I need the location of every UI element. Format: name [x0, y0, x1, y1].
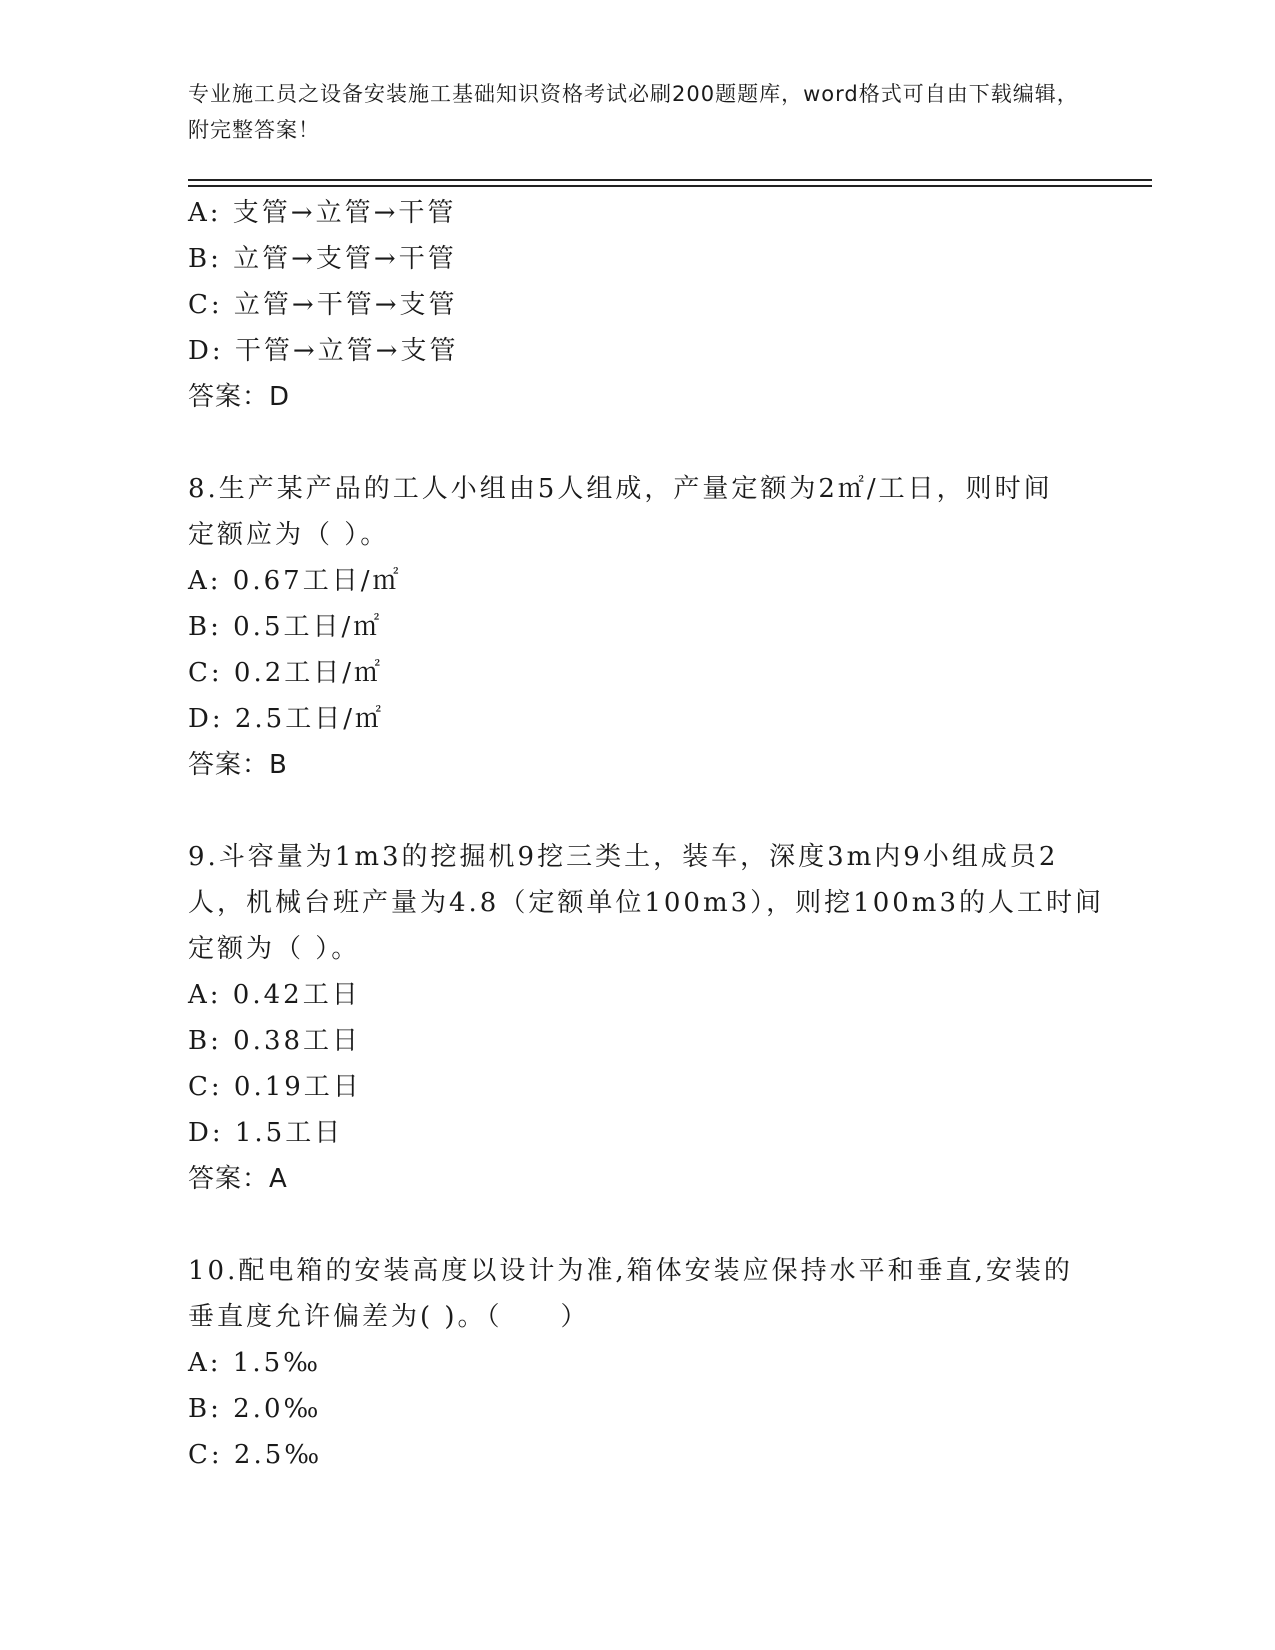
question-stem-line: 9.斗容量为1m3的挖掘机9挖三类土，装车，深度3m内9小组成员2: [188, 842, 1059, 872]
option-d: D: 干管→立管→支管: [188, 336, 459, 366]
option-a: A: 1.5‰: [188, 1348, 322, 1378]
question-10: [188, 1248, 1088, 1478]
document-header: 专业施工员之设备安装施工基础知识资格考试必刷200题题库，word格式可自由下载编辑，附完整答案！: [188, 82, 1079, 142]
option-c: C: 立管→干管→支管: [188, 290, 458, 320]
question-9: [188, 834, 1104, 1202]
question-7: [188, 190, 1088, 420]
question-stem-line: 10.配电箱的安装高度以设计为准,箱体安装应保持水平和垂直,安装的: [188, 1256, 1073, 1286]
option-c: C: 2.5‰: [188, 1440, 323, 1470]
option-b: B: 2.0‰: [188, 1394, 322, 1424]
header-rule-top: [188, 179, 1152, 181]
answer: 答案：B: [188, 750, 288, 780]
option-a: A: 支管→立管→干管: [188, 198, 457, 228]
answer: 答案：A: [188, 1164, 288, 1194]
question-stem-line: 定额应为（ ）。: [188, 520, 390, 550]
question-stem-line: 定额为（ ）。: [188, 934, 361, 964]
option-c: C: 0.2工日/㎡: [188, 658, 384, 688]
header-rule-bottom: [188, 185, 1152, 187]
answer: 答案：D: [188, 382, 291, 412]
option-c: C: 0.19工日: [188, 1072, 362, 1102]
question-stem-line: 8.生产某产品的工人小组由5人组成，产量定额为2㎡/工日，则时间: [188, 474, 1053, 504]
option-d: D: 2.5工日/㎡: [188, 704, 384, 734]
option-a: A: 0.42工日: [188, 980, 361, 1010]
question-stem-line: 人，机械台班产量为4.8（定额单位100m3），则挖100m3的人工时间: [188, 888, 1104, 918]
question-content: [188, 190, 1104, 1478]
option-a: A: 0.67工日/㎡: [188, 566, 402, 596]
option-b: B: 立管→支管→干管: [188, 244, 457, 274]
option-b: B: 0.38工日: [188, 1026, 362, 1056]
option-d: D: 1.5工日: [188, 1118, 344, 1148]
question-stem-line: 垂直度允许偏差为( )。（ ）: [188, 1302, 590, 1332]
option-b: B: 0.5工日/㎡: [188, 612, 383, 642]
question-8: [188, 466, 1088, 788]
